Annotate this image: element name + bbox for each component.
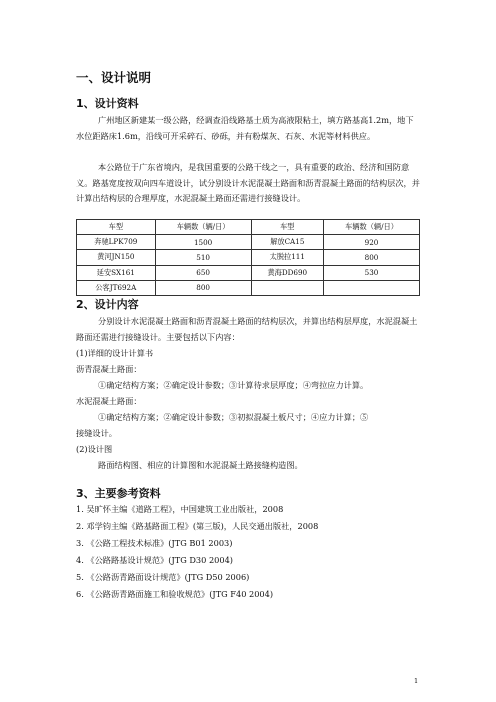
design-data-paragraph-2: 本公路位于广东省境内，是我国重要的公路干线之一，具有重要的政治、经济和国防意义。路基宽度按双向四车道设计，试分别设计水泥混凝土路面和沥青混凝土路面的结构层次，并计算出结构层的合理厚度，水泥混凝土路面还需进行接缝设计。 xyxy=(76,162,420,203)
table-cell: 公客JT692A xyxy=(77,280,156,295)
subsection-design-content-title: 2、设计内容 xyxy=(76,298,139,311)
table-cell: 解放CA15 xyxy=(251,235,323,250)
reference-item: 6. 《公路沥青路面施工和验收规范》(JTG F40 2004) xyxy=(76,589,274,599)
table-row xyxy=(77,235,420,250)
table-cell: 530 xyxy=(324,265,420,280)
reference-item: 5. 《公路沥青路面设计规范》(JTG D50 2006) xyxy=(76,572,250,582)
reference-item: 3. 《公路工程技术标准》(JTG B01 2003) xyxy=(76,538,233,548)
table-cell: 延安SX161 xyxy=(77,265,156,280)
table-cell xyxy=(251,280,323,295)
table-cell: 黄河JN150 xyxy=(77,250,156,265)
table-row xyxy=(77,250,420,265)
table-header-cell: 车型 xyxy=(77,220,156,235)
table-cell: 黄海DD690 xyxy=(251,265,323,280)
table-header-row xyxy=(77,220,420,235)
cement-pavement-items-cont: 接缝设计。 xyxy=(76,428,117,438)
reference-item: 1. 吴旷怀主编《道路工程》，中国建筑工业出版社，2008 xyxy=(76,504,284,514)
asphalt-pavement-label: 沥青混凝土路面： xyxy=(76,364,142,374)
table-row xyxy=(77,280,420,295)
subsection-references-title: 3、主要参考资料 xyxy=(76,487,161,500)
table-cell: 650 xyxy=(155,265,251,280)
table-header-cell: 车型 xyxy=(251,220,323,235)
list-item-calculation-book: (1)详细的设计计算书 xyxy=(76,348,154,358)
asphalt-pavement-items: ①确定结构方案；②确定设计参数；③计算待求层厚度；④弯拉应力计算。 xyxy=(98,380,369,390)
table-cell: 太脱拉111 xyxy=(251,250,323,265)
design-data-paragraph-1: 广州地区新建某一级公路，经调查沿线路基土质为高液限粘土，填方路基高1.2m，地下水位距路床1.6m，沿线可开采碎石、砂砾，并有粉煤灰、石灰、水泥等材料供应。 xyxy=(76,115,414,141)
list-item-drawings: (2)设计图 xyxy=(76,444,113,454)
table-cell: 920 xyxy=(324,235,420,250)
drawings-description: 路面结构图、相应的计算图和水泥混凝土路接缝构造图。 xyxy=(98,460,303,470)
design-content-paragraph: 分别设计水泥混凝土路面和沥青混凝土路面的结构层次，并算出结构层厚度，水泥混凝土路面还需进行接缝设计。主要包括以下内容： xyxy=(76,316,418,342)
table-cell: 奔驰LPK709 xyxy=(77,235,156,250)
subsection-design-data-title: 1、设计资料 xyxy=(76,97,139,110)
page-number: 1 xyxy=(414,677,419,685)
section-title: 一、设计说明 xyxy=(76,70,152,85)
vehicle-table xyxy=(76,219,420,296)
table-cell: 1500 xyxy=(155,235,251,250)
table-cell xyxy=(324,280,420,295)
cement-pavement-items: ①确定结构方案；②确定设计参数；③初拟混凝土板尺寸；④应力计算；⑤ xyxy=(98,412,369,422)
table-row xyxy=(77,265,420,280)
table-header-cell: 车辆数（辆/日） xyxy=(155,220,251,235)
cement-pavement-label: 水泥混凝土路面： xyxy=(76,396,142,406)
reference-item: 2. 邓学钧主编《路基路面工程》(第三版)，人民交通出版社，2008 xyxy=(76,521,319,531)
table-cell: 800 xyxy=(324,250,420,265)
table-cell: 800 xyxy=(155,280,251,295)
table-cell: 510 xyxy=(155,250,251,265)
reference-item: 4. 《公路路基设计规范》(JTG D30 2004) xyxy=(76,555,233,565)
table-header-cell: 车辆数（辆/日） xyxy=(324,220,420,235)
